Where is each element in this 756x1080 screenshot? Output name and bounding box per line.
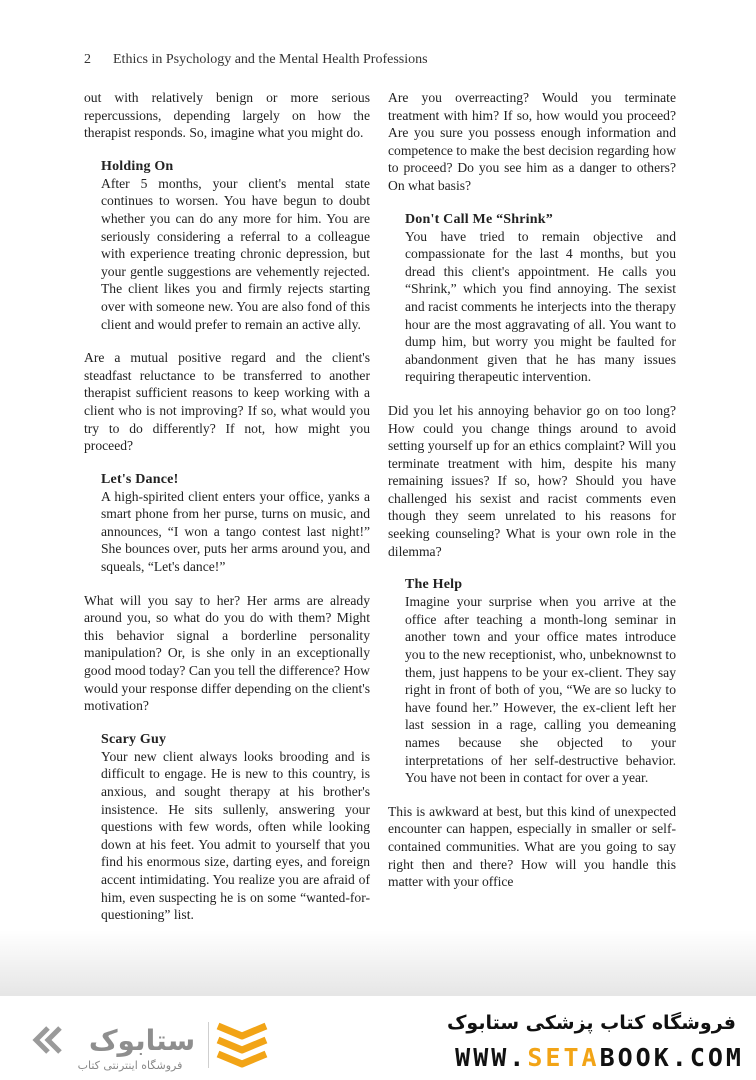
page-number: 2 <box>84 52 91 67</box>
bottom-fade <box>0 930 756 1000</box>
vignette-body: You have tried to remain objective and compassionate for the last 4 months, but you dread this client's appointment. He calls you “Shrink,” which you find annoying. The sexist and racist comments he interjects into the therapy hour are the most aggravating of all. You want to dump him, but worry you might be faulted for abandonment given that he has many issues requiring therapeutic intervention. <box>405 228 676 385</box>
vignette-title: Scary Guy <box>101 731 167 747</box>
vignette-the-help <box>388 576 676 787</box>
question-paragraph: This is awkward at best, but this kind of unexpected encounter can happen, especially in smaller or self-contained communities. What are you going to say right then and there? How will you handle this matter with your office <box>388 803 676 890</box>
vignette-lets-dance <box>84 471 370 576</box>
vignette-holding-on <box>84 158 370 333</box>
store-name: فروشگاه کتاب پزشکی ستابوک <box>446 1012 736 1034</box>
url-prefix: WWW. <box>455 1043 528 1072</box>
question-paragraph: Are a mutual positive regard and the client's steadfast reluctance to be transferred to another therapist sufficient reasons to keep working with a client who is not improving? If so, what would you try to do differently? If not, how might you proceed? <box>84 350 370 454</box>
url-accent: SETA <box>527 1043 600 1072</box>
logo-subtext: فروشگاه اینترنتی کتاب <box>77 1059 183 1072</box>
right-column <box>388 89 676 907</box>
setabook-logo[interactable] <box>30 1016 200 1076</box>
vignette-title: Let's Dance! <box>101 471 179 487</box>
url-suffix: BOOK.COM <box>599 1043 744 1072</box>
store-url-link[interactable] <box>455 1043 744 1072</box>
vignette-body: Imagine your surprise when you arrive at the office after teaching a month-long seminar in another town and your office mates introduce you to the new receptionist, who, unbeknownst to them, just happens to be your ex-client. They say right in front of both of you, “We are so lucky to have found her.” However, the ex-client left her last session in a rage, calling you demeaning names because she objected to your interpretations of her self-destructive behavior. You have not been in contact for over a year. <box>405 594 676 786</box>
question-paragraph: What will you say to her? Her arms are already around you, so what do you do with them? Might this behavior signal a borderline personality manipulation? Or, is she only in an exceptionally good mood today? Can you tell the difference? How would your response differ depending on the client's motivation? <box>84 592 370 714</box>
vignette-title: Holding On <box>101 158 174 174</box>
vignette-body: Your new client always looks brooding and is difficult to engage. He is new to this country, is anxious, and sought therapy at his brother's insistence. He sits sullenly, answering your questions with few words, often while looking down at his feet. You admit to yourself that you find his enormous size, darting eyes, and foreign accent intimidating. You realize you are afraid of him, even suspecting he is on some “wanted-for-questioning” list. <box>101 748 370 923</box>
logo-divider <box>208 1022 209 1068</box>
vignette-body: A high-spirited client enters your office, yanks a smart phone from her purse, turns on music, and announces, “I won a tango contest last night!” She bounces over, puts her arms around you, and squeals, “Let's dance!” <box>101 488 370 575</box>
running-header <box>84 52 696 68</box>
vignette-scary-guy <box>84 731 370 924</box>
question-paragraph: Are you overreacting? Would you terminate treatment with him? If so, how would you proceed? Are you sure you possess enough information and competence to make the best decision regarding how to proceed? Do you see him as a danger to others? On what basis? <box>388 90 677 193</box>
question-paragraph: Did you let his annoying behavior go on too long? How could you change things around to avoid setting yourself up for an ethics complaint? Will you terminate treatment with him, despite his many remaining issues? If so, how? Should you have challenged his sexist and racist comments even though they seem unrelated to his reasons for seeking counseling? What is your own role in the dilemma? <box>388 402 676 559</box>
left-column <box>84 89 370 940</box>
vignette-title: The Help <box>405 577 463 593</box>
vignette-title: Don't Call Me “Shrink” <box>405 211 553 227</box>
book-title: Ethics in Psychology and the Mental Health Professions <box>113 52 428 67</box>
book-logo-icon <box>214 1020 270 1072</box>
vignette-body: After 5 months, your client's mental state continues to worsen. You have begun to doubt whether you can do any more for him. You are seriously considering a referral to a colleague with experience treating chronic depression, but your gentle suggestions are vehemently rejected. The client likes you and firmly rejects starting over with someone new. You are also fond of this client and would prefer to remain an active ally. <box>101 175 370 332</box>
vignette-shrink <box>388 211 676 386</box>
intro-paragraph: out with relatively benign or more serious repercussions, depending largely on how the therapist responds. So, imagine what you might do. <box>84 90 370 141</box>
logo-text: ستابوک <box>88 1024 196 1057</box>
